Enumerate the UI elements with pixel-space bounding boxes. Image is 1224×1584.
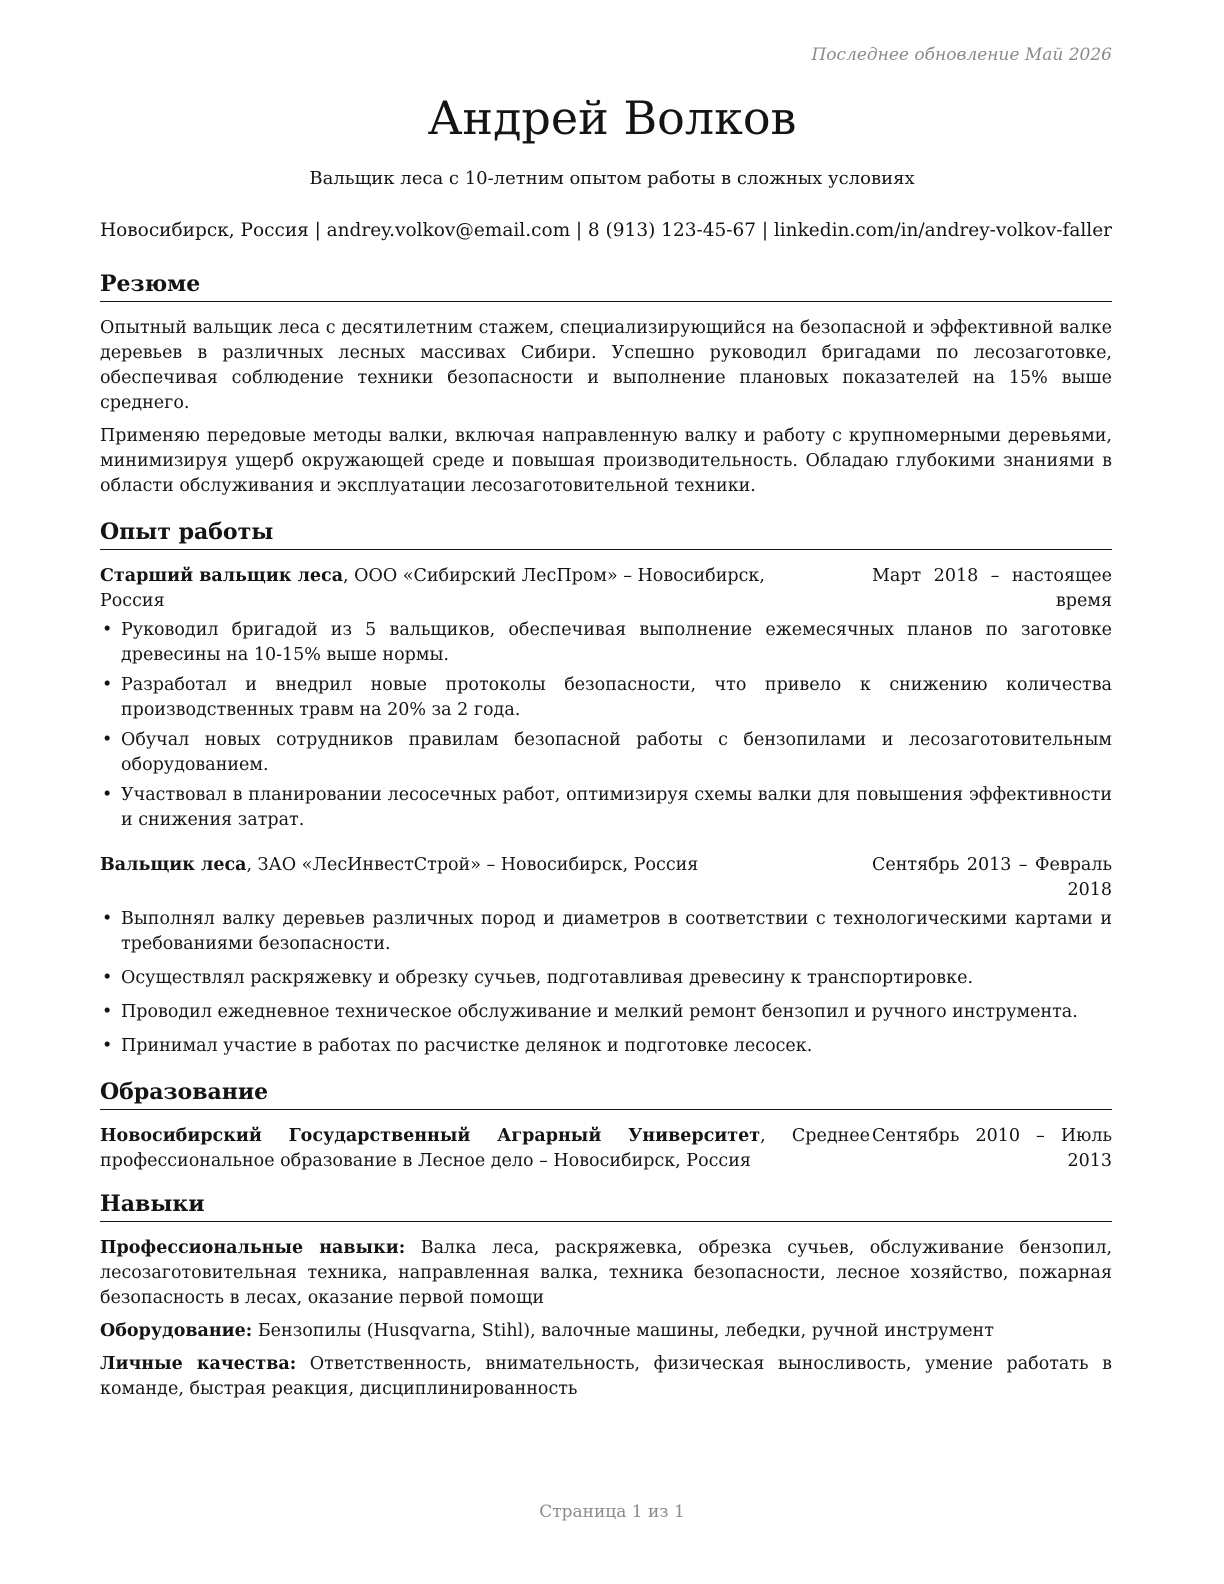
page-number: Страница 1 из 1: [539, 1502, 685, 1522]
tagline: Вальщик леса с 10-летним опытом работы в сложных условиях: [309, 168, 915, 189]
job-bullets: [100, 907, 1112, 1059]
job-dates: Март 2018 – настоящее время: [872, 566, 1112, 611]
education-institution-line: [100, 1124, 870, 1174]
section-title-education: Образование: [100, 1076, 1112, 1110]
skill-label: Личные качества:: [100, 1354, 297, 1374]
skills-section: [100, 1188, 1112, 1402]
skill-label: Оборудование:: [100, 1321, 253, 1341]
job-position: Вальщик леса: [100, 855, 247, 875]
education-details: , Среднее профессиональное образование в Лесное дело – Новосибирск, Россия: [100, 1126, 870, 1171]
section-title-summary: Резюме: [100, 268, 1112, 302]
skills-equipment: [100, 1319, 1112, 1344]
list-item: • Выполнял валку деревьев различных пород и диаметров в соответствии с технологическими картами и требованиями безопасности.: [100, 907, 1112, 957]
summary-paragraph: Применяю передовые методы валки, включая направленную валку и работу с крупномерными деревьями, минимизируя ущерб окружающей среде и повышая производительность. Обладаю глубокими знаниями в области обслуживания и эксплуатации лесозаготовительной техники.: [100, 426, 1112, 496]
skill-label: Профессиональные навыки:: [100, 1238, 406, 1258]
contact-separator: |: [575, 220, 583, 241]
education-entry: [100, 1124, 1112, 1174]
skill-value: Валка леса, раскряжевка, обрезка сучьев, обслуживание бензопил, лесозаготовительная техника, направленная валка, техника безопасности, лесное хозяйство, пожарная безопасность в лесах, оказание первой помощи: [100, 1238, 1113, 1308]
contact-email[interactable]: andrey.volkov@email.com: [326, 220, 571, 241]
job-company: , ЗАО «ЛесИнвестСтрой» – Новосибирск, Россия: [246, 855, 699, 875]
list-item: • Обучал новых сотрудников правилам безопасной работы с бензопилами и лесозаготовительным оборудованием.: [100, 728, 1112, 778]
education-section: [100, 1076, 1112, 1174]
job-title-line: [100, 853, 698, 903]
job-dates: Сентябрь 2013 – Февраль 2018: [872, 855, 1112, 900]
section-title-experience: Опыт работы: [100, 516, 1112, 550]
list-item: • Участвовал в планировании лесосечных работ, оптимизируя схемы валки для повышения эффективности и снижения затрат.: [100, 783, 1112, 833]
contact-linkedin[interactable]: linkedin.com/in/andrey-volkov-faller: [773, 220, 1112, 241]
list-item: • Осуществлял раскряжевку и обрезку сучьев, подготавливая древесину к транспортировке.: [100, 966, 1112, 991]
contact-location: Новосибирск, Россия: [100, 220, 309, 241]
skill-value: Бензопилы (Husqvarna, Stihl), валочные машины, лебедки, ручной инструмент: [252, 1321, 994, 1341]
contact-separator: |: [761, 220, 769, 241]
job-header: [100, 853, 1112, 903]
last-updated: Последнее обновление Май 2026: [811, 45, 1112, 65]
contact-phone[interactable]: 8 (913) 123-45-67: [587, 220, 757, 241]
job-entry: [100, 564, 1112, 833]
job-position: Старший вальщик леса: [100, 566, 344, 586]
skills-personal: [100, 1352, 1112, 1402]
resume-content: [100, 268, 1112, 1402]
education-institution: Новосибирский Государственный Аграрный Университет: [100, 1126, 761, 1146]
section-title-skills: Навыки: [100, 1188, 1112, 1222]
summary-paragraph: Опытный вальщик леса с десятилетним стажем, специализирующийся на безопасной и эффективной валке деревьев в различных лесных массивах Сибири. Успешно руководил бригадами по лесозаготовке, обеспечивая соблюдение техники безопасности и выполнение плановых показателей на 15% выше среднего.: [100, 318, 1112, 413]
skills-professional: [100, 1236, 1112, 1311]
contact-separator: |: [314, 220, 321, 241]
job-header: [100, 564, 1112, 614]
job-company: , ООО «Сибирский ЛесПром» – Новосибирск, Россия: [100, 566, 765, 611]
job-entry: [100, 853, 1112, 1059]
skill-value: Ответственность, внимательность, физическая выносливость, умение работать в команде, быстрая реакция, дисциплинированность: [100, 1354, 1112, 1399]
list-item: • Руководил бригадой из 5 вальщиков, обеспечивая выполнение ежемесячных планов по заготовке древесины на 10-15% выше нормы.: [100, 618, 1112, 668]
list-item: • Проводил ежедневное техническое обслуживание и мелкий ремонт бензопил и ручного инструмента.: [100, 1000, 1112, 1025]
list-item: • Принимал участие в работах по расчистке делянок и подготовке лесосек.: [100, 1034, 1112, 1059]
job-title-line: [100, 564, 820, 614]
education-dates: Сентябрь 2010 – Июль 2013: [872, 1126, 1112, 1171]
experience-section: [100, 516, 1112, 1059]
person-name: Андрей Волков: [427, 91, 797, 145]
contact-line: [100, 220, 1112, 241]
job-bullets: [100, 618, 1112, 833]
summary-section: [100, 268, 1112, 499]
list-item: • Разработал и внедрил новые протоколы безопасности, что привело к снижению количества производственных травм на 20% за 2 года.: [100, 673, 1112, 723]
